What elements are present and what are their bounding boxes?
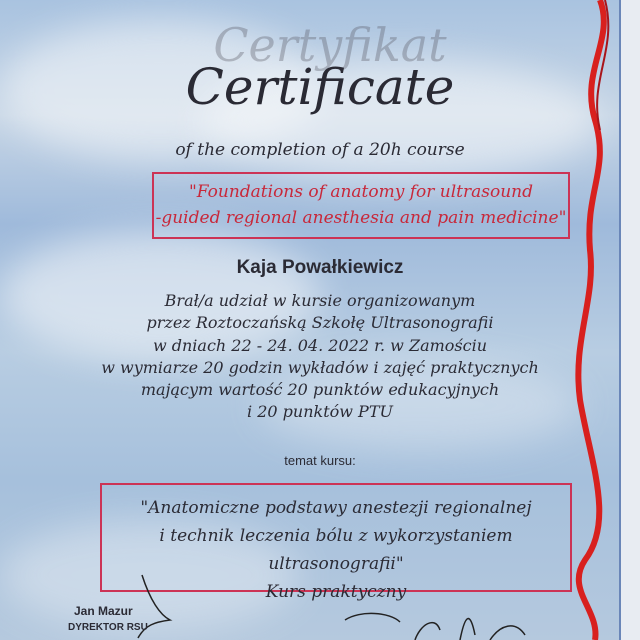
course-pl-line: i technik leczenia bólu z wykorzystaniem ultrasonografii" (159, 526, 513, 574)
certificate-title: Certificate (185, 58, 455, 116)
course-pl-line: "Anatomiczne podstawy anestezji regionalnej (140, 498, 532, 518)
participant-name: Kaja Powałkiewicz (236, 257, 404, 278)
course-pl-line: Kurs praktyczny (265, 582, 407, 602)
course-title-english (152, 172, 570, 239)
body-line: przez Roztoczańską Szkołę Ultrasonografii (146, 313, 494, 333)
body-line: i 20 punktów PTU (247, 402, 393, 422)
topic-label: temat kursu: (284, 453, 356, 468)
body-line: mającym wartość 20 punktów edukacyjnych (140, 380, 500, 400)
body-line: w dniach 22 - 24. 04. 2022 r. w Zamościu (152, 335, 488, 355)
course-en-line: "Foundations of anatomy for ultrasound (188, 182, 534, 202)
signatory-role: DYREKTOR RSU (68, 622, 148, 633)
signatory-name: Jan Mazur (74, 604, 133, 618)
body-text (0, 290, 640, 424)
course-en-line: -guided regional anesthesia and pain medicine" (155, 208, 567, 228)
ghost-title: Certyfikat (213, 18, 447, 72)
body-line: w wymiarze 20 godzin wykładów i zajęć praktycznych (101, 357, 539, 377)
subtitle: of the completion of a 20h course (175, 140, 465, 160)
signature-second (340, 610, 540, 640)
body-line: Brał/a udział w kursie organizowanym (164, 291, 476, 310)
